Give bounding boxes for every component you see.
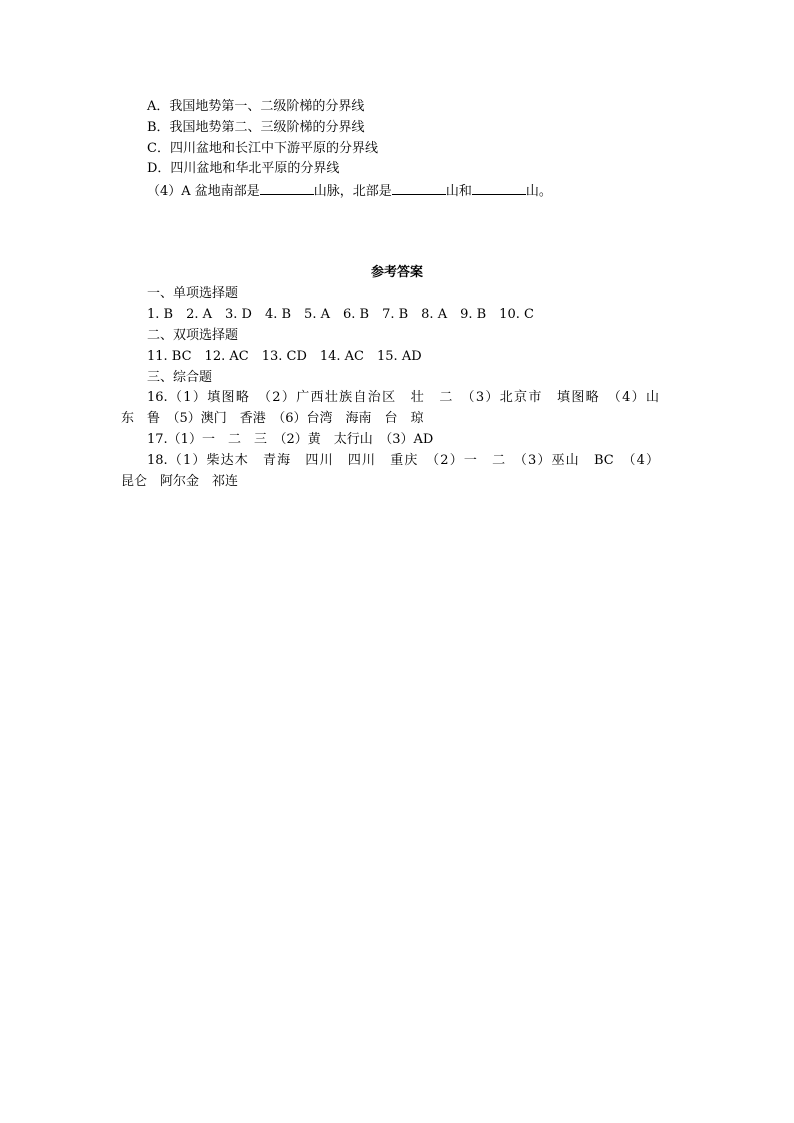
option-a: A．我国地势第一、二级阶梯的分界线 xyxy=(147,99,365,114)
section-2-heading: 二、双项选择题 xyxy=(147,328,239,343)
question-4-text-2: 山脉，北部是 xyxy=(313,184,392,199)
question-4-text-4: 山。 xyxy=(525,184,552,199)
section-2-answers: 11. BC 12. AC 13. CD 14. AC 15. AD xyxy=(147,349,422,364)
question-4 xyxy=(147,182,552,198)
option-b: B．我国地势第二、三级阶梯的分界线 xyxy=(147,120,365,135)
answer-blank-2 xyxy=(392,182,446,195)
answer-16-text-1: 16.（1）填图略 （2）广西壮族自治区 壮 二 （3）北京市 填图略 （4）山 xyxy=(147,390,659,405)
answer-18-line-1 xyxy=(147,453,659,469)
answer-17: 17.（1）一 二 三 （2）黄 太行山 （3）AD xyxy=(147,432,434,447)
section-3-heading: 三、综合题 xyxy=(147,370,213,385)
answers-title: 参考答案 xyxy=(370,265,423,280)
question-4-text-3: 山和 xyxy=(445,184,472,199)
answer-18-line-2: 昆仑 阿尔金 祁连 xyxy=(121,474,239,489)
answer-blank-3 xyxy=(472,182,526,195)
answer-16-line-2: 东 鲁 （5）澳门 香港 （6）台湾 海南 台 琼 xyxy=(121,411,424,426)
option-c: C．四川盆地和长江中下游平原的分界线 xyxy=(147,141,378,156)
section-1-heading: 一、单项选择题 xyxy=(147,286,239,301)
answer-16-line-1 xyxy=(147,390,659,406)
option-d: D．四川盆地和华北平原的分界线 xyxy=(147,161,340,176)
answer-blank-1 xyxy=(260,182,314,195)
section-1-answers: 1. B 2. A 3. D 4. B 5. A 6. B 7. B 8. A 9. B 10. C xyxy=(147,307,534,322)
question-4-text-1: （4）A 盆地南部是 xyxy=(147,184,260,199)
answer-18-text-1: 18.（1）柴达木 青海 四川 四川 重庆 （2）一 二 （3）巫山 BC （4） xyxy=(147,453,659,468)
